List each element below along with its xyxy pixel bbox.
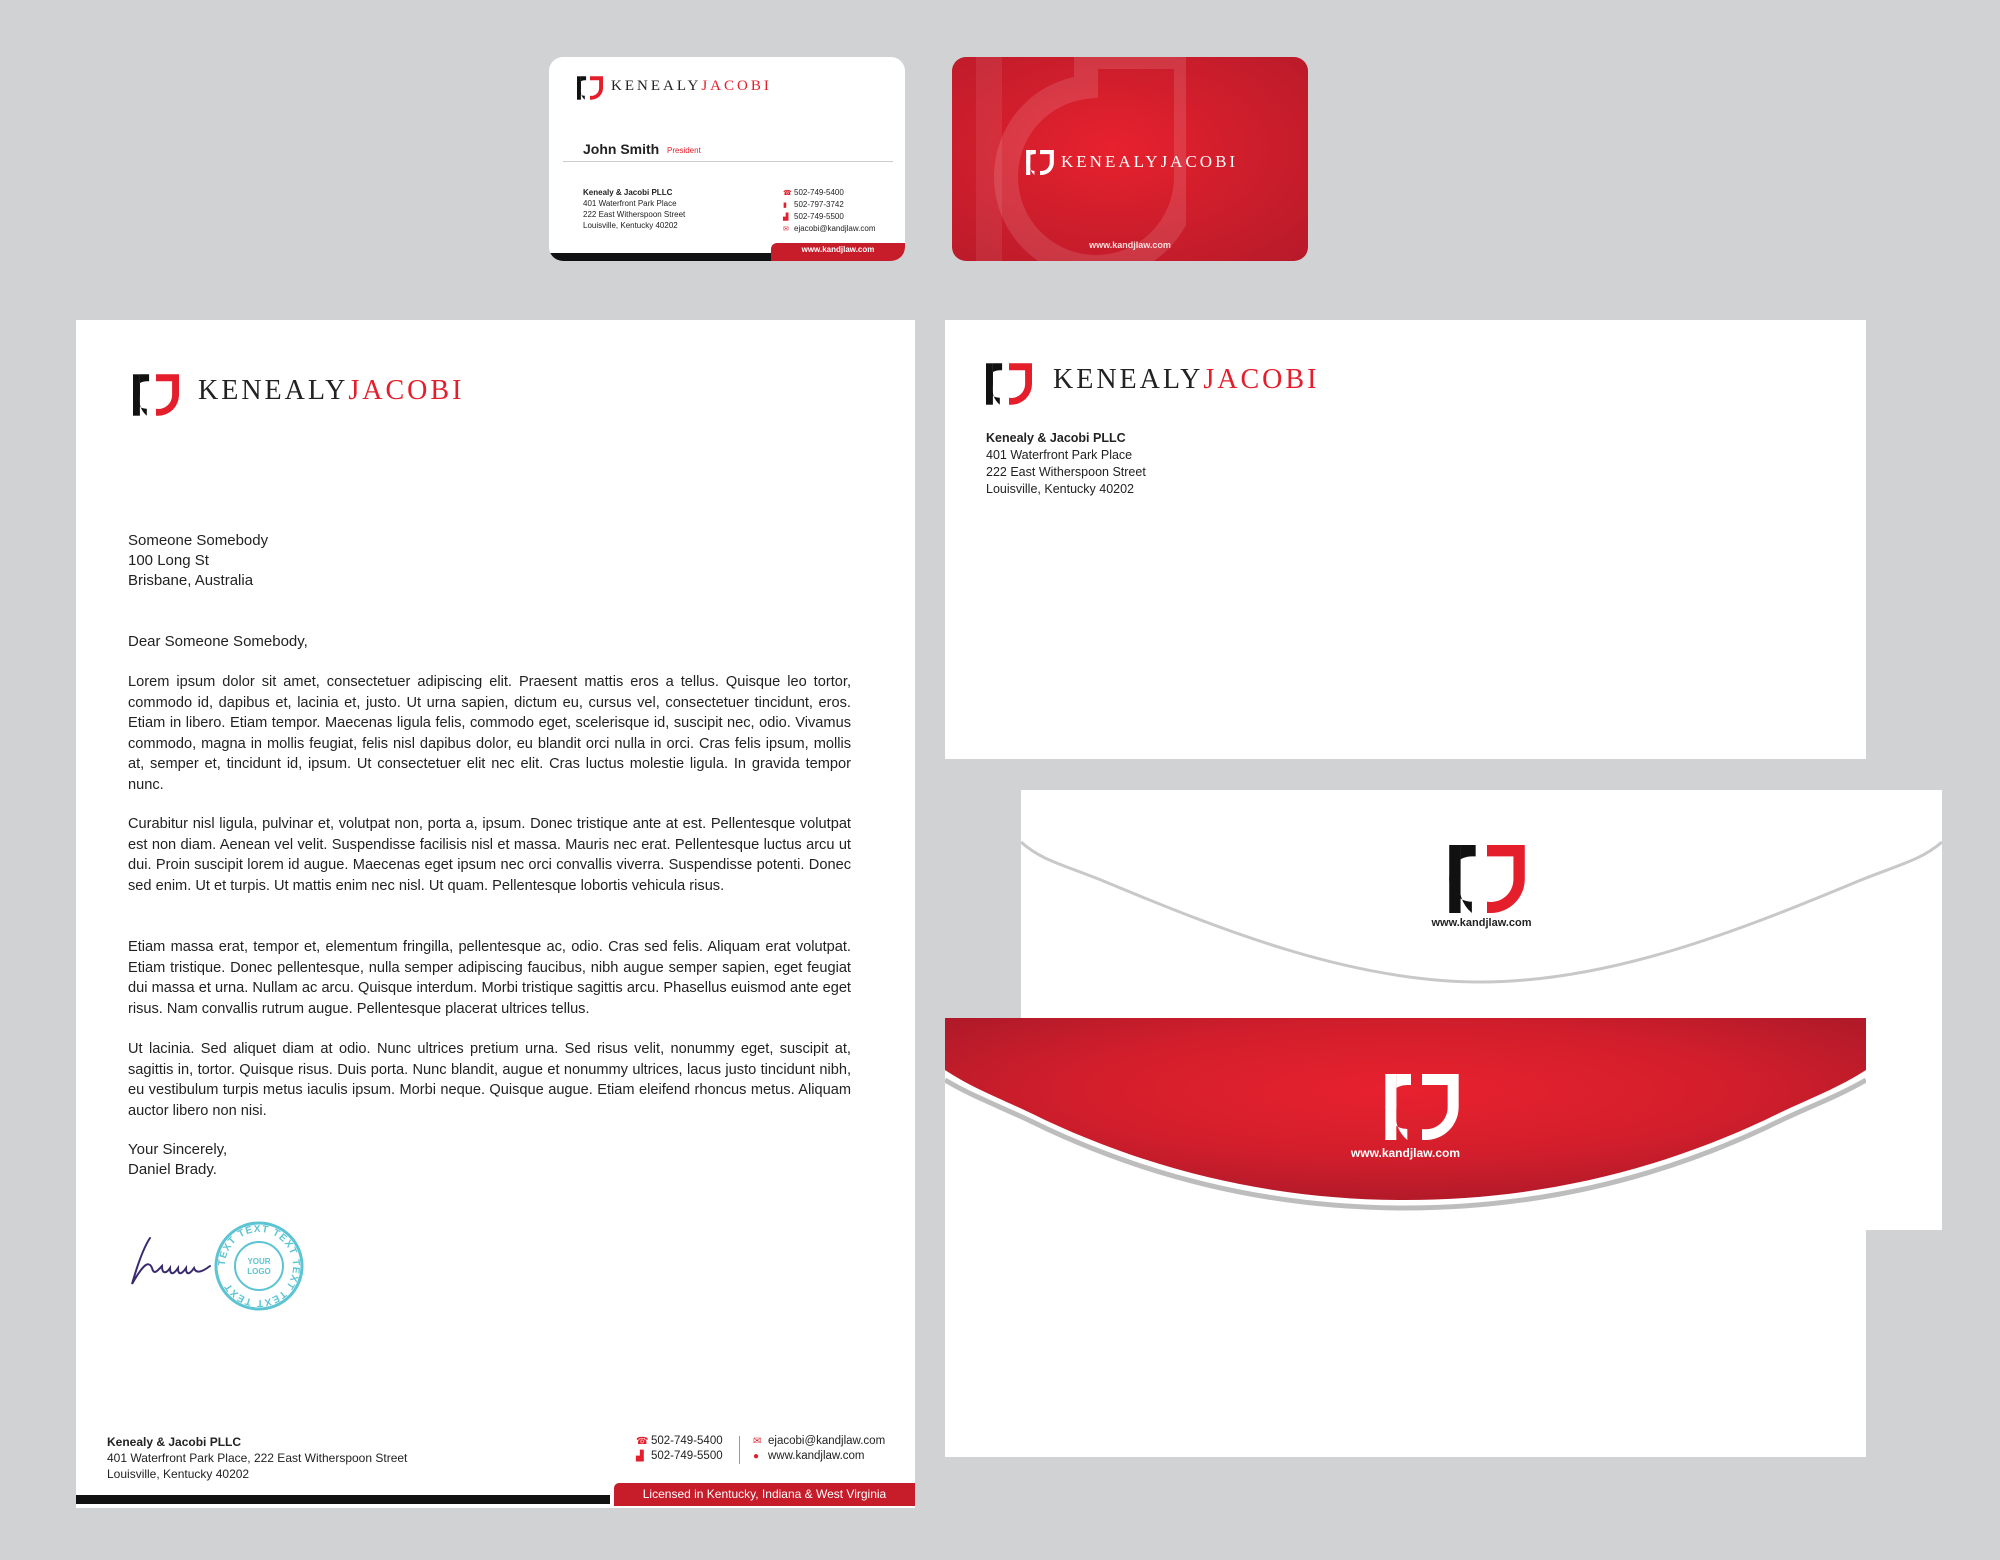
divider bbox=[563, 161, 893, 162]
phone-icon: ☎ bbox=[783, 190, 792, 197]
stamp-center-text: YOUR bbox=[247, 1257, 271, 1266]
address-line: 222 East Witherspoon Street bbox=[583, 210, 686, 219]
contact-text: ejacobi@kandjlaw.com bbox=[768, 1435, 886, 1447]
brand-name-part2: JACOBI bbox=[348, 375, 465, 406]
card-website: www.kandjlaw.com bbox=[801, 245, 875, 254]
kj-monogram-icon bbox=[1385, 1074, 1459, 1140]
footer-bar-black bbox=[549, 253, 771, 261]
body-paragraph: Curabitur nisl ligula, pulvinar et, volutpat non, porta a, ipsum. Donec tristique ante at est. Pellentesque volutpat est non diam. Aenean vel velit. Suspendisse facilisis nisl et massa. Mauris nec erat. Pellentesque luctus arcu ut dui. Proin suscipit lorem id augue. Maecenas eget ipsum nec orci convallis viverra. Suspendisse potenti. Donec sed enim. Ut et turpis. Ut mattis enim nec nisl. Ut quam. Pellentesque lobortis vehicula risus. bbox=[128, 816, 851, 894]
address-line: Louisville, Kentucky 40202 bbox=[986, 482, 1135, 496]
brand-name-part1: KENEALY bbox=[611, 78, 702, 94]
footer-phone bbox=[636, 1434, 723, 1449]
fax-icon: ▟ bbox=[783, 214, 789, 221]
contact-text: 502-749-5400 bbox=[651, 1435, 723, 1447]
contact-text: 502-749-5500 bbox=[651, 1450, 723, 1462]
contact-phone bbox=[783, 187, 876, 199]
body-paragraph: Ut lacinia. Sed aliquet diam at odio. Nunc ultrices pretium urna. Sed risus velit, nonummy eget, suscipit at, sagittis in, tortor. Quisque risus. Duis porta. Nunc blandit, augue et nonummy ultrices, lacus justo tincidunt nibh, eu vestibulum turpis metus iaculis ipsum. Morbi neque. Quisque augue. Etiam eleifend rhoncus metus. Aliquam auctor libero non nisi. bbox=[128, 1041, 851, 1119]
footer-separator bbox=[739, 1436, 740, 1464]
kj-monogram-icon bbox=[133, 374, 179, 416]
brand-wordmark bbox=[198, 375, 464, 407]
brand-name-part2: JACOBI bbox=[701, 78, 772, 94]
business-card-back bbox=[952, 57, 1308, 261]
kj-monogram-icon bbox=[986, 363, 1032, 405]
fax-icon: ▟ bbox=[636, 1451, 644, 1462]
footer-web bbox=[753, 1449, 885, 1464]
brand-wordmark bbox=[1053, 364, 1319, 396]
card-address bbox=[583, 187, 685, 231]
footer-email bbox=[753, 1434, 885, 1449]
address-line: 401 Waterfront Park Place, 222 East Witherspoon Street bbox=[107, 1451, 408, 1465]
contact-mobile bbox=[783, 199, 876, 211]
brand-name-part2: JACOBI bbox=[1160, 152, 1239, 171]
business-card-front bbox=[549, 57, 905, 261]
card-contacts bbox=[783, 187, 876, 235]
company-name: Kenealy & Jacobi PLLC bbox=[986, 431, 1126, 445]
email-icon: ✉ bbox=[783, 226, 789, 233]
return-address bbox=[986, 430, 1146, 498]
stamp-center-text: LOGO bbox=[247, 1267, 271, 1276]
address-line: 401 Waterfront Park Place bbox=[583, 199, 677, 208]
contact-email bbox=[783, 223, 876, 235]
licensed-states: Licensed in Kentucky, Indiana & West Virginia bbox=[642, 1487, 887, 1501]
brand-wordmark bbox=[611, 78, 772, 95]
company-name: Kenealy & Jacobi PLLC bbox=[107, 1435, 242, 1449]
card-holder-name: John Smith bbox=[583, 141, 660, 157]
closing: Your Sincerely, Daniel Brady. bbox=[128, 1141, 228, 1178]
company-name: Kenealy & Jacobi PLLC bbox=[583, 188, 673, 197]
card-website: www.kandjlaw.com bbox=[1089, 240, 1171, 250]
address-line: 401 Waterfront Park Place bbox=[986, 448, 1133, 462]
body-paragraph: Lorem ipsum dolor sit amet, consectetuer adipiscing elit. Praesent mattis eros a tellus. Quisque leo tortor, commodo id, dapibus et, lacinia et, justo. Ut urna sapien, dictum eu, cursus vel, consectetuer tincidunt, eros. Etiam in libero. Etiam tempor. Maecenas ligula felis, commodo eget, scelerisque id, suscipit nec, odio. Vivamus commodo, magna in mollis feugiat, felis nisl dapibus dolor, eu blandit orci nulla in orci. Cras felis ipsum, mollis at, semper et, tincidunt id, ipsum. Ut consectetuer elit nec elit. Cras luctus molestie ligula. In gravida tempor nunc. bbox=[128, 674, 851, 793]
recipient-address: Someone Somebody 100 Long St Brisbane, Australia bbox=[128, 532, 269, 589]
contact-text: 502-749-5400 bbox=[794, 188, 844, 197]
globe-icon: ● bbox=[753, 1451, 760, 1462]
envelope-front bbox=[945, 320, 1866, 759]
brand-name-part2: JACOBI bbox=[1203, 364, 1320, 395]
address-line: Louisville, Kentucky 40202 bbox=[107, 1467, 250, 1481]
envelope-website: www.kandjlaw.com bbox=[1431, 917, 1532, 929]
footer-bar-black bbox=[76, 1495, 610, 1504]
footer-online bbox=[753, 1434, 885, 1464]
email-icon: ✉ bbox=[753, 1436, 762, 1447]
card-holder-role: President bbox=[667, 146, 701, 155]
contact-fax bbox=[783, 211, 876, 223]
address-line: 222 East Witherspoon Street bbox=[986, 465, 1146, 479]
footer-address bbox=[107, 1434, 407, 1482]
brand-name-part1: KENEALY bbox=[1053, 364, 1204, 395]
mobile-icon: ▮ bbox=[783, 202, 787, 209]
kj-monogram-icon bbox=[577, 76, 603, 100]
letterhead-sheet bbox=[76, 320, 915, 1508]
kj-monogram-icon bbox=[1026, 150, 1054, 175]
brand-wordmark bbox=[1061, 152, 1238, 172]
envelope-back-red bbox=[945, 1018, 1866, 1457]
kj-monogram-icon bbox=[1449, 845, 1525, 913]
greeting: Dear Someone Somebody, bbox=[128, 633, 308, 650]
address-line: Louisville, Kentucky 40202 bbox=[583, 221, 678, 230]
footer-fax bbox=[636, 1449, 723, 1464]
stamp-ring-text: TEXT TEXT TEXT TEXT TEXT TEXT bbox=[216, 1223, 302, 1309]
phone-icon: ☎ bbox=[636, 1436, 649, 1447]
footer-phones bbox=[636, 1434, 723, 1464]
brand-name-part1: KENEALY bbox=[1061, 152, 1161, 171]
contact-text: ejacobi@kandjlaw.com bbox=[794, 224, 876, 233]
contact-text: www.kandjlaw.com bbox=[768, 1450, 865, 1462]
contact-text: 502-749-5500 bbox=[794, 212, 844, 221]
brand-name-part1: KENEALY bbox=[198, 375, 349, 406]
company-stamp bbox=[213, 1220, 305, 1312]
body-paragraph: Etiam massa erat, tempor et, elementum fringilla, pellentesque ac, odio. Cras sed felis. Aliquam erat volutpat. Etiam tristique. Donec pellentesque, nulla semper adipiscing faucibus, nibh augue semper sapien, eget feugiat dui massa et urna. Nullam ac arcu. Quisque interdum. Morbi tristique sagittis arcu. Phasellus euismod ante eget risus. Nam convallis rutrum augue. Pellentesque placerat ultrices tellus. bbox=[128, 939, 851, 1017]
envelope-website: www.kandjlaw.com bbox=[1350, 1146, 1461, 1160]
contact-text: 502-797-3742 bbox=[794, 200, 844, 209]
